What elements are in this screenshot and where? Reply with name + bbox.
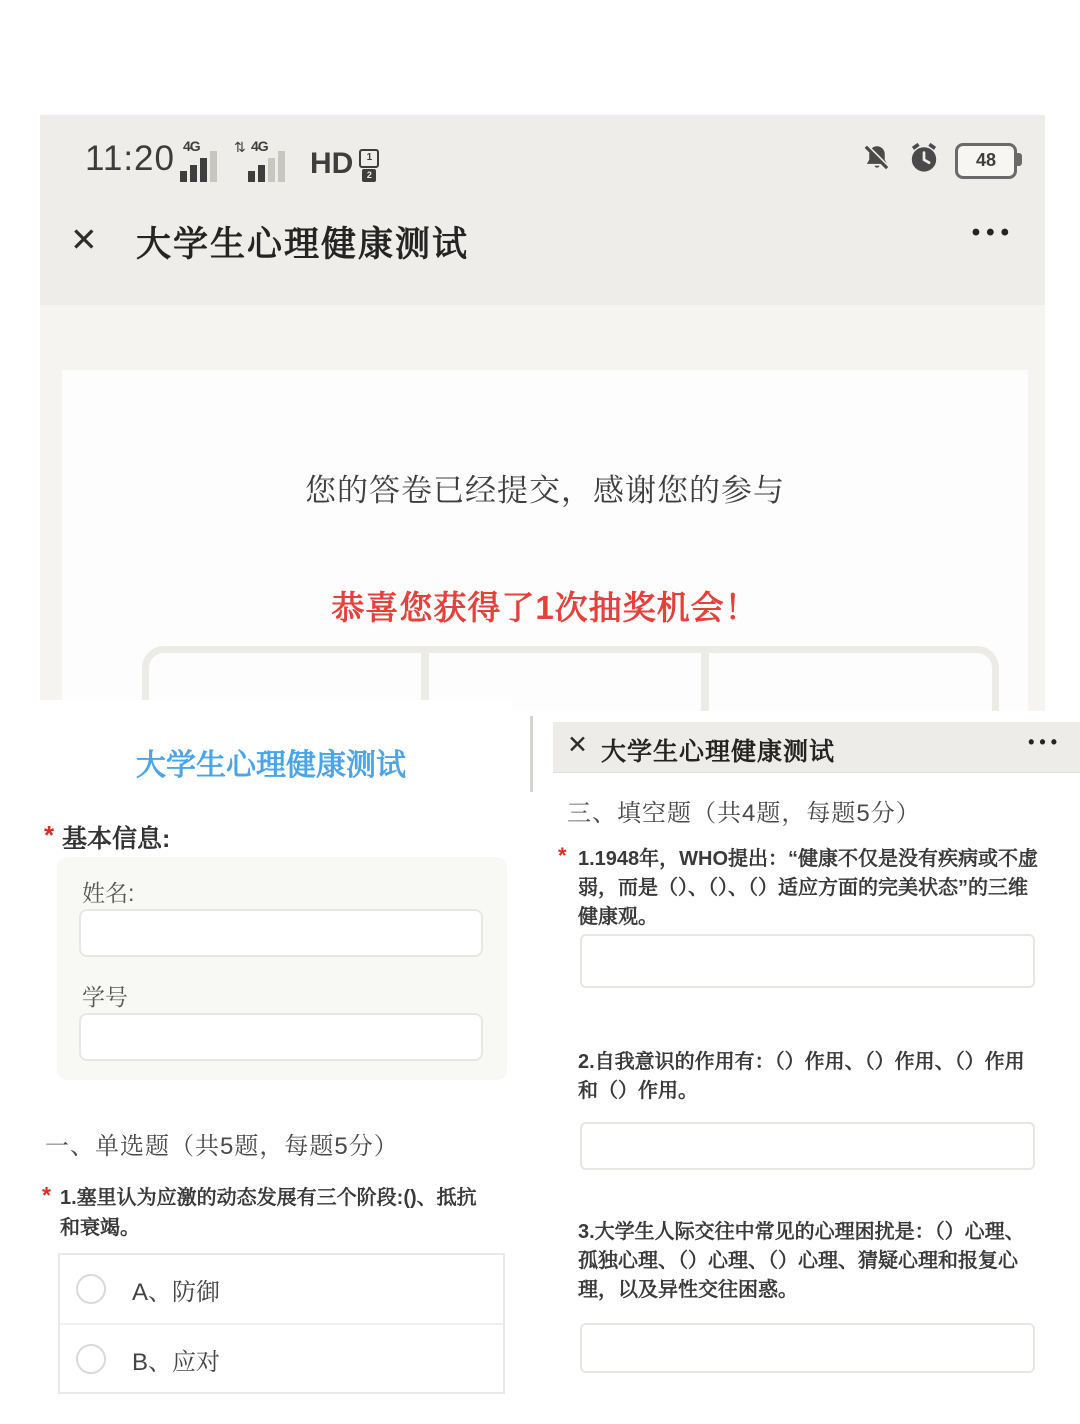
- required-asterisk: *: [42, 1182, 51, 1208]
- question-text: 3.大学生人际交往中常见的心理困扰是：（）心理、孤独心理、（）心理、（）心理、猜疑心理和报复心理，以及异性交往困惑。: [578, 1221, 1025, 1301]
- section-title-single-choice: 一、单选题（共5题，每题5分）: [45, 1133, 399, 1160]
- close-icon[interactable]: ✕: [567, 731, 588, 759]
- panel-divider-line: [530, 716, 533, 792]
- lottery-cell-divider: [701, 653, 709, 711]
- question-text: 1.1948年，WHO提出：“健康不仅是没有疾病或不虚弱，而是（）、（）、（）适应方面的完美状态”的三维健康观。: [578, 848, 1039, 928]
- more-menu-icon[interactable]: •••: [971, 219, 1015, 246]
- option-row-b[interactable]: [60, 1323, 503, 1393]
- statusbar-and-navbar: [40, 115, 1045, 305]
- signal-icon-sim2: [234, 138, 294, 185]
- name-input[interactable]: [79, 909, 483, 957]
- option-label: B、应对: [132, 1348, 221, 1376]
- required-asterisk: *: [558, 843, 567, 868]
- q3-answer-input[interactable]: [580, 1323, 1035, 1373]
- navbar: [553, 722, 1080, 773]
- option-radio[interactable]: [76, 1344, 106, 1374]
- more-menu-icon[interactable]: •••: [1028, 732, 1062, 752]
- student-id-input[interactable]: [79, 1013, 483, 1061]
- page-title: 大学生心理健康测试: [136, 225, 470, 264]
- status-time: 11:20: [85, 139, 175, 178]
- close-icon[interactable]: ✕: [70, 221, 98, 258]
- section-title-fill-blank: 三、填空题（共4题，每题5分）: [567, 800, 921, 827]
- q1-answer-input[interactable]: [580, 934, 1035, 988]
- option-label: A、防御: [132, 1278, 221, 1306]
- basic-info-label: 基本信息:: [62, 825, 171, 853]
- status-icons-left: [180, 139, 379, 185]
- notifications-muted-icon: [861, 141, 893, 180]
- alarm-clock-icon: [907, 141, 941, 180]
- options-box: [58, 1253, 505, 1394]
- lottery-message: 恭喜您获得了1次抽奖机会！: [331, 589, 759, 626]
- status-icons-right: [861, 141, 1017, 180]
- question-text: 1.塞里认为应激的动态发展有三个阶段:()、抵抗和衰竭。: [60, 1187, 477, 1239]
- hd-volte-label: HD: [310, 147, 354, 180]
- network-type-label: 4G: [251, 138, 268, 154]
- signal-icon-sim1: [180, 139, 226, 185]
- data-updown-icon: ⇅: [234, 139, 246, 155]
- name-label: 姓名:: [82, 880, 135, 906]
- option-row-a[interactable]: [60, 1255, 503, 1323]
- result-card: [62, 370, 1028, 711]
- question-text: 2.自我意识的作用有：（）作用、（）作用、（）作用和（）作用。: [578, 1051, 1025, 1102]
- student-id-label: 学号: [82, 984, 128, 1010]
- required-asterisk: *: [44, 820, 55, 850]
- form-title: 大学生心理健康测试: [136, 749, 406, 782]
- submitted-message: 您的答卷已经提交，感谢您的参与: [305, 473, 785, 508]
- q2-answer-input[interactable]: [580, 1122, 1035, 1170]
- submission-result-screen: [40, 115, 1045, 711]
- option-radio[interactable]: [76, 1274, 106, 1304]
- dual-sim-icon: 1 2: [359, 149, 379, 182]
- basic-info-card: [57, 857, 507, 1080]
- battery-icon: [955, 143, 1017, 179]
- page-title: 大学生心理健康测试: [601, 738, 836, 766]
- fill-blank-screen: [545, 715, 1080, 1424]
- network-type-label: 4G: [183, 138, 200, 154]
- battery-level: 48: [975, 150, 997, 170]
- survey-form-screen: [30, 700, 512, 1424]
